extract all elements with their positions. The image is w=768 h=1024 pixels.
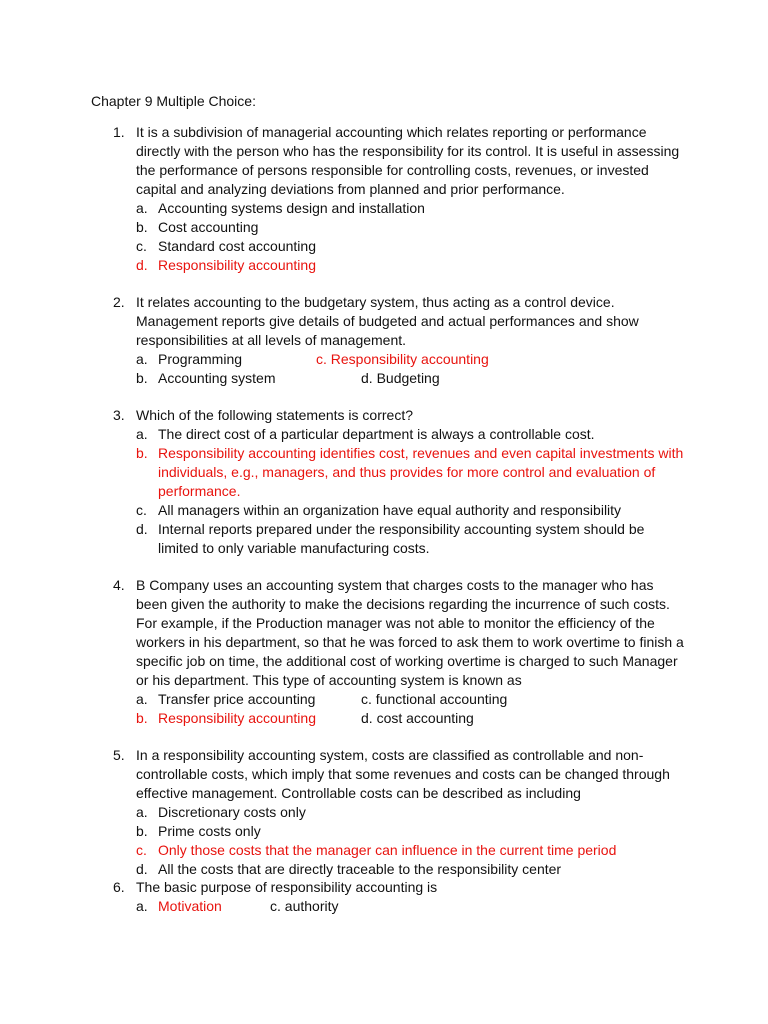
question-text: or his department. This type of accounting system is known as: [136, 672, 522, 688]
answer-option-text: Motivation: [158, 898, 222, 914]
option-text: Standard cost accounting: [158, 238, 316, 254]
question-text: Management reports give details of budgeted and actual performances and show: [136, 313, 639, 329]
answer-option-text: individuals, e.g., managers, and thus provides for more control and evaluation of: [158, 464, 656, 480]
answer-option-text: Responsibility accounting identifies cost, revenues and even capital investments with: [158, 445, 684, 461]
question-text: effective management. Controllable costs can be described as including: [136, 785, 581, 801]
option-letter: a.: [136, 804, 148, 820]
option-letter: a.: [136, 351, 148, 367]
option-text: limited to only variable manufacturing costs.: [158, 540, 430, 556]
answer-option-letter: b.: [136, 445, 148, 461]
option-text: Accounting systems design and installation: [158, 200, 425, 216]
option-text: Prime costs only: [158, 823, 261, 839]
option-text: c. functional accounting: [361, 691, 508, 707]
question-text: The basic purpose of responsibility accounting is: [136, 879, 438, 895]
option-letter: c.: [136, 502, 147, 518]
question-text: specific job on time, the additional cost of working overtime is charged to such Manager: [136, 653, 678, 669]
answer-option-text: performance.: [158, 483, 241, 499]
question-text: directly with the person who has the responsibility for its control. It is useful in assessing: [136, 143, 680, 159]
question-text: capital and analyzing deviations from planned and prior performance.: [136, 181, 565, 197]
answer-option-letter: b.: [136, 710, 148, 726]
answer-option-text: c. Responsibility accounting: [316, 351, 489, 367]
option-letter: c.: [136, 238, 147, 254]
question-text: controllable costs, which imply that some revenues and costs can be changed through: [136, 766, 670, 782]
question-text: workers in his department, so that he was forced to ask them to work overtime to finish a: [136, 634, 684, 650]
option-text: Internal reports prepared under the responsibility accounting system should be: [158, 521, 645, 537]
option-letter: b.: [136, 823, 148, 839]
option-text: All managers within an organization have equal authority and responsibility: [158, 502, 622, 518]
option-text: The direct cost of a particular department is always a controllable cost.: [158, 426, 595, 442]
question-text: For example, if the Production manager was not able to monitor the efficiency of the: [136, 615, 655, 631]
answer-option-text: Responsibility accounting: [158, 257, 316, 273]
question-text: It relates accounting to the budgetary system, thus acting as a control device.: [136, 294, 615, 310]
option-text: d. cost accounting: [361, 710, 474, 726]
question-number: 1.: [113, 124, 125, 140]
question-text: It is a subdivision of managerial accounting which relates reporting or performance: [136, 124, 647, 140]
question-text: B Company uses an accounting system that charges costs to the manager who has: [136, 577, 654, 593]
option-text: Accounting system: [158, 370, 276, 386]
answer-option-text: Responsibility accounting: [158, 710, 316, 726]
question-number: 2.: [113, 294, 125, 310]
answer-option-letter: d.: [136, 257, 148, 273]
option-letter: d.: [136, 861, 148, 877]
option-letter: a.: [136, 426, 148, 442]
question-text: been given the authority to make the decisions regarding the incurrence of such costs.: [136, 596, 670, 612]
page-title: Chapter 9 Multiple Choice:: [91, 93, 256, 109]
question-number: 5.: [113, 747, 125, 763]
option-letter: a.: [136, 200, 148, 216]
question-text: Which of the following statements is correct?: [136, 407, 414, 423]
option-text: d. Budgeting: [361, 370, 440, 386]
option-letter: a.: [136, 898, 148, 914]
option-letter: a.: [136, 691, 148, 707]
option-text: Programming: [158, 351, 243, 367]
answer-option-text: Only those costs that the manager can influence in the current time period: [158, 842, 617, 858]
option-letter: b.: [136, 219, 148, 235]
question-number: 6.: [113, 879, 125, 895]
answer-option-letter: c.: [136, 842, 147, 858]
question-number: 3.: [113, 407, 125, 423]
question-text: the performance of persons responsible for controlling costs, revenues, or invested: [136, 162, 649, 178]
option-text: Discretionary costs only: [158, 804, 306, 820]
option-text: All the costs that are directly traceable to the responsibility center: [158, 861, 562, 877]
option-letter: b.: [136, 370, 148, 386]
question-number: 4.: [113, 577, 125, 593]
option-text: c. authority: [270, 898, 339, 914]
option-text: Transfer price accounting: [158, 691, 316, 707]
option-letter: d.: [136, 521, 148, 537]
question-text: In a responsibility accounting system, costs are classified as controllable and non-: [136, 747, 644, 763]
option-text: Cost accounting: [158, 219, 259, 235]
question-text: responsibilities at all levels of management.: [136, 332, 407, 348]
